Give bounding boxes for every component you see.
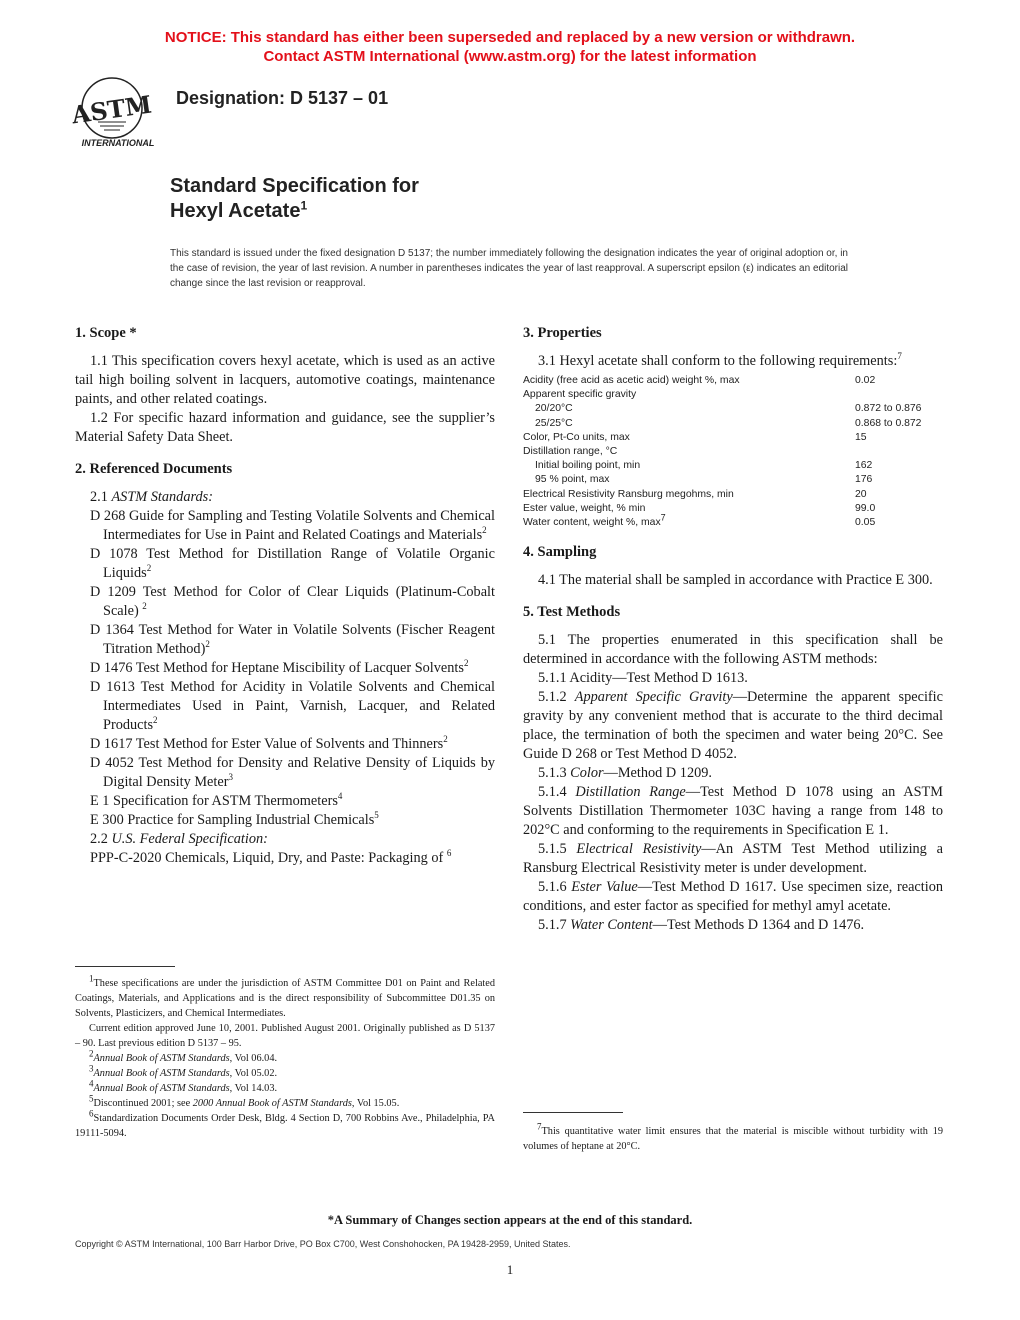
property-label: Initial boiling point, min [535, 460, 641, 472]
summary-note: *A Summary of Changes section appears at the end of this standard. [327, 1213, 693, 1227]
federal-spec-label: 2.2 U.S. Federal Specification: [90, 831, 268, 847]
reference-item: D 1209 Test Method for Color of Clear Liquids (Platinum-Cobalt Scale) $^2$ [90, 584, 495, 619]
title-line-2: Hexyl Acetate$^1$ [170, 198, 308, 222]
scope-paragraph-1: 1.1 This specification covers hexyl acetate, which is used as an active tail high boiling solvent in lacquers, automotive coatings, maintenance paints, and other related coatings. [75, 353, 495, 407]
water-content-method: 5.1.7 Water Content—Test Methods D 1364 and D 1476. [538, 917, 865, 934]
distillation-method: 5.1.4 Distillation Range—Test Method D 1078 using an ASTM Solvents Distillation Thermometer 103C having a range from 148 to 202°C and conforming to the requirements in Specification E 1. [523, 784, 943, 839]
property-label: Color, Pt-Co units, max [523, 431, 630, 443]
footnote: $^2$Annual Book of ASTM Standards, Vol 06.04. [89, 1048, 278, 1064]
property-row [523, 445, 943, 459]
resistivity-method: 5.1.5 Electrical Resistivity—An ASTM Test Method utilizing a Ransburg Electrical Resistivity meter is under development. [523, 841, 943, 877]
property-label: 95 % point, max [535, 474, 610, 486]
footnote: $^4$Annual Book of ASTM Standards, Vol 14.03. [89, 1078, 278, 1094]
properties-intro: 3.1 Hexyl acetate shall conform to the following requirements:$^7$ [538, 351, 902, 369]
property-value: 20 [855, 488, 867, 500]
footnote: $^7$This quantitative water limit ensures that the material is miscible without turbidity with 19 volumes of heptane at 20°C. [523, 1121, 943, 1152]
section-properties-heading: 3. Properties [523, 325, 602, 341]
test-methods-paragraph: 5.1 The properties enumerated in this specification shall be determined in accordance with the following ASTM methods: [523, 632, 943, 668]
property-value: 0.872 to 0.876 [855, 403, 922, 415]
section-test-methods-heading: 5. Test Methods [523, 604, 621, 621]
property-row [523, 388, 943, 402]
property-row [523, 488, 943, 502]
property-value: 15 [855, 431, 867, 443]
properties-table [523, 374, 943, 530]
property-value [855, 388, 943, 402]
property-row [523, 473, 943, 487]
ester-value-method: 5.1.6 Ester Value—Test Method D 1617. Use specimen size, reaction conditions, and ester factor as specified for methyl amyl acetate. [523, 879, 944, 915]
issuance-note: This standard is issued under the fixed designation D 5137; the number immediately following the designation indicates the year of original adoption or, in the case of revision, the year of last revision. A number in parentheses indicates the year of last reapproval. A superscript epsilon (ε) indicates an editorial change since the last revision or reapproval. [170, 248, 848, 289]
property-row [523, 516, 943, 530]
reference-item: D 1078 Test Method for Distillation Range of Volatile Organic Liquids$^2$ [90, 546, 495, 581]
reference-item: PPP-C-2020 Chemicals, Liquid, Dry, and Paste: Packaging of $^6$ [90, 848, 452, 866]
copyright: Copyright © ASTM International, 100 Barr Harbor Drive, PO Box C700, West Conshohocken, PA 19428-2959, United States. [75, 1239, 571, 1249]
right-footnotes [523, 1112, 943, 1154]
logo-caption: INTERNATIONAL [81, 138, 155, 148]
property-value: 0.05 [855, 517, 876, 529]
property-label: Ester value, weight, % min [523, 502, 646, 514]
astm-standards-label: 2.1 ASTM Standards: [90, 489, 213, 505]
property-row [523, 417, 943, 431]
notice-line-1: NOTICE: This standard has either been superseded and replaced by a new version or withdrawn. [164, 29, 856, 46]
reference-item: D 1364 Test Method for Water in Volatile Solvents (Fischer Reagent Titration Method)$^2$ [90, 622, 495, 657]
property-value [855, 445, 943, 459]
property-label: Apparent specific gravity [523, 389, 637, 401]
reference-item: D 1613 Test Method for Acidity in Volatile Solvents and Chemical Intermediates Used in Paint, Varnish, Lacquer, and Related Products$^2$ [90, 679, 495, 733]
reference-item: D 268 Guide for Sampling and Testing Volatile Solvents and Chemical Intermediates for Use in Paint and Related Coatings and Materials$^2$ [90, 508, 495, 543]
section-scope-heading: 1. Scope * [75, 325, 137, 341]
property-value: 0.868 to 0.872 [855, 417, 922, 429]
property-row [523, 459, 943, 473]
footnote: $^6$Standardization Documents Order Desk, Bldg. 4 Section D, 700 Robbins Ave., Philadelphia, PA 19111-5094. [75, 1108, 495, 1139]
designation: Designation: D 5137 – 01 [176, 88, 389, 108]
left-column [75, 323, 495, 868]
astm-logo [68, 72, 164, 152]
color-method: 5.1.3 Color—Method D 1209. [538, 765, 712, 782]
section-referenced-heading: 2. Referenced Documents [75, 461, 233, 477]
property-row [523, 402, 943, 416]
withdrawal-notice [0, 28, 1020, 66]
property-value: 0.02 [855, 375, 876, 386]
property-row [523, 502, 943, 516]
property-value: 176 [855, 474, 873, 486]
property-label: Distillation range, °C [523, 446, 618, 458]
reference-item: E 300 Practice for Sampling Industrial Chemicals$^5$ [90, 810, 379, 828]
property-label: 20/20°C [535, 403, 573, 415]
property-value: 162 [855, 460, 873, 472]
page-number: 1 [506, 1262, 514, 1277]
footnote: $^5$Discontinued 2001; see 2000 Annual Book of ASTM Standards, Vol 15.05. [89, 1093, 400, 1109]
footnote: $^3$Annual Book of ASTM Standards, Vol 05.02. [89, 1063, 278, 1079]
left-footnotes [75, 966, 495, 1141]
reference-item: D 4052 Test Method for Density and Relative Density of Liquids by Digital Density Meter$^3$ [90, 755, 495, 790]
sampling-paragraph: 4.1 The material shall be sampled in accordance with Practice E 300. [538, 572, 933, 589]
notice-line-2: Contact ASTM International (www.astm.org) for the latest information [263, 48, 757, 65]
section-sampling-heading: 4. Sampling [523, 544, 597, 561]
property-label: 25/25°C [535, 417, 573, 429]
property-label: Water content, weight %, $\max^7$ [523, 512, 666, 529]
reference-item: D 1617 Test Method for Ester Value of Solvents and Thinners$^2$ [90, 734, 448, 752]
acidity-method: 5.1.1 Acidity—Test Method D 1613. [538, 670, 748, 687]
reference-list [75, 507, 495, 830]
footnote: $^1$These specifications are under the jurisdiction of ASTM Committee D01 on Paint and Related Coatings, Materials, and Applications and is the direct responsibility of Subcommittee D01.35 on Solvents, Plasticizers, and Chemical Intermediates. [75, 973, 495, 1019]
specific-gravity-method: 5.1.2 Apparent Specific Gravity—Determine the apparent specific gravity by any convenient method that is accurate to the third decimal place, the termination of both the specimen and water being 20°C. See Guide D 268 or Test Method D 4052. [523, 689, 943, 763]
title-line-1: Standard Specification for [170, 175, 419, 197]
property-label: Electrical Resistivity Ransburg megohms, min [523, 488, 734, 500]
reference-item: D 1476 Test Method for Heptane Miscibility of Lacquer Solvents$^2$ [90, 658, 469, 676]
property-row [523, 374, 943, 388]
reference-item: E 1 Specification for ASTM Thermometers$^4$ [90, 791, 343, 809]
property-value: 99.0 [855, 502, 876, 514]
document-title [170, 174, 419, 224]
scope-paragraph-2: 1.2 For specific hazard information and guidance, see the supplier’s Material Safety Data Sheet. [75, 410, 495, 445]
right-column [523, 323, 943, 935]
property-label: Acidity (free acid as acetic acid) weight %, max [523, 375, 740, 386]
property-row [523, 431, 943, 445]
logo-letters: ASTM [69, 89, 154, 130]
footnote: Current edition approved June 10, 2001. Published August 2001. Originally published as D 5137 – 90. Last previous edition D 5137 – 95. [75, 1023, 495, 1049]
